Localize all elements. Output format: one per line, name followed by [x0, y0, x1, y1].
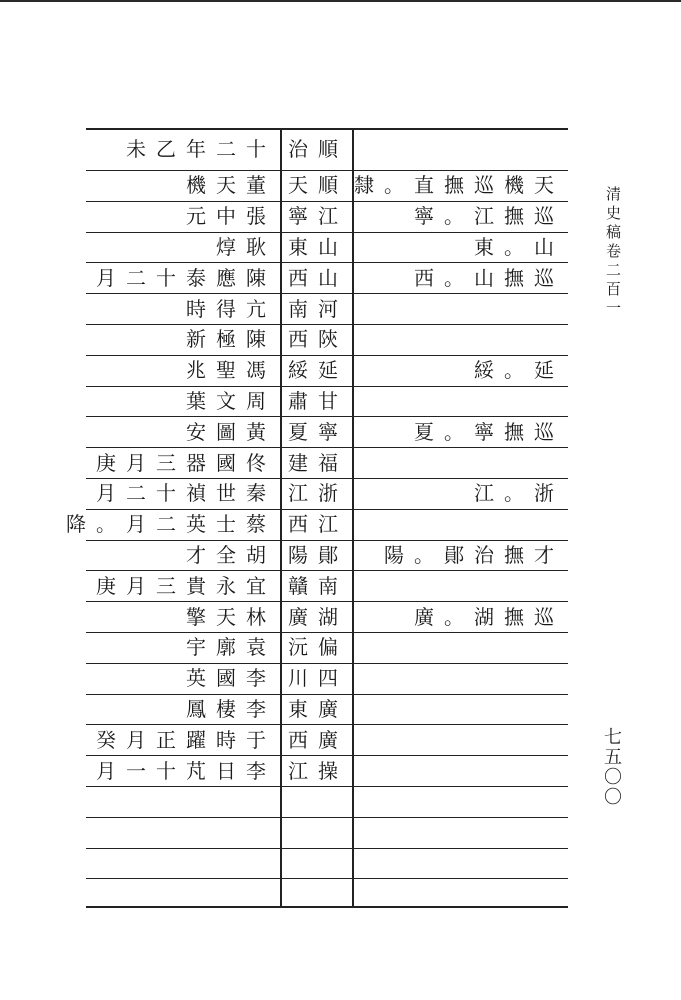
row-divider — [86, 324, 568, 325]
table-cell-c: 西。山撫巡 — [414, 265, 564, 290]
table-cell-a: 元中張 — [186, 204, 276, 229]
table-cell-a: 庚月三貴永宜 — [96, 573, 276, 598]
table-cell-b: 東山 — [288, 235, 348, 259]
table-cell-b: 西陝 — [288, 327, 348, 352]
table-cell-c: 綏。延 — [474, 358, 564, 383]
row-divider — [86, 663, 568, 664]
table-cell-b: 東廣 — [288, 697, 348, 721]
table-cell-a: 月二十禎世秦 — [96, 481, 276, 506]
table-cell-a: 兆聖馮 — [186, 358, 276, 383]
row-divider — [86, 724, 568, 725]
table-cell-b: 夏寧 — [288, 419, 348, 444]
table-cell-b: 江操 — [288, 758, 348, 783]
row-divider — [86, 293, 568, 294]
table-cell-c: 東。山 — [474, 235, 564, 259]
table-cell-b: 西廣 — [288, 727, 348, 752]
table-cell-c: 夏。寧撫巡 — [414, 419, 564, 444]
table-cell-a: 月二十泰應陳 — [96, 265, 276, 290]
table-cell-a: 時得亢 — [186, 296, 276, 321]
table-cell-b: 贛南 — [288, 573, 348, 598]
row-divider — [86, 848, 568, 849]
table-cell-b: 陽鄖 — [288, 543, 348, 567]
row-divider — [86, 755, 568, 756]
row-divider — [86, 262, 568, 263]
row-divider — [86, 570, 568, 571]
row-divider — [86, 201, 568, 202]
table-cell-a: 新極陳 — [186, 327, 276, 352]
table-cell-a: 焞耿 — [216, 235, 276, 259]
table-cell-c: 江。浙 — [474, 481, 564, 506]
table-cell-b: 西江 — [288, 512, 348, 537]
record-table — [66, 128, 568, 908]
table-cell-a: 月一十芃日李 — [96, 758, 276, 783]
volume-title: 清史稿卷二百一 — [604, 186, 622, 319]
table-cell-a: 降。月二英士蔡 — [66, 512, 276, 537]
column-divider-left — [280, 128, 282, 908]
table-cell-a: 癸月正躍時于 — [96, 727, 276, 752]
table-cell-b: 肅甘 — [288, 389, 348, 413]
table-cell-b: 治順 — [288, 137, 348, 161]
row-divider — [86, 632, 568, 633]
row-divider — [86, 386, 568, 387]
row-divider — [86, 478, 568, 479]
table-top-border — [86, 128, 568, 130]
table-cell-c: 隸。直撫巡機天 — [354, 173, 564, 198]
row-divider — [86, 447, 568, 448]
table-cell-c: 寧。江撫巡 — [414, 204, 564, 229]
table-cell-b: 沅偏 — [288, 635, 348, 660]
table-cell-b: 廣湖 — [288, 604, 348, 629]
column-divider-right — [352, 128, 354, 908]
table-cell-b: 南河 — [288, 296, 348, 321]
table-cell-b: 江浙 — [288, 481, 348, 506]
table-cell-b: 天順 — [288, 173, 348, 198]
table-cell-a: 葉文周 — [186, 389, 276, 413]
row-divider — [86, 878, 568, 879]
table-cell-a: 鳳棲李 — [186, 697, 276, 721]
table-cell-a: 安圖黃 — [186, 419, 276, 444]
table-cell-c: 廣。湖撫巡 — [414, 604, 564, 629]
page-top-border — [0, 0, 681, 2]
table-cell-b: 川四 — [288, 666, 348, 691]
row-divider — [86, 170, 568, 171]
table-cell-b: 寧江 — [288, 204, 348, 229]
row-divider — [86, 416, 568, 417]
table-cell-a: 英國李 — [186, 666, 276, 691]
table-cell-b: 西山 — [288, 265, 348, 290]
table-cell-a: 機天董 — [186, 173, 276, 198]
table-cell-b: 綏延 — [288, 358, 348, 383]
row-divider — [86, 694, 568, 695]
row-divider — [86, 786, 568, 787]
table-cell-b: 建福 — [288, 450, 348, 475]
table-cell-c: 陽。鄖治撫才 — [384, 543, 564, 567]
row-divider — [86, 601, 568, 602]
table-cell-a: 未乙年二十 — [126, 137, 276, 161]
table-cell-a: 庚月三器國佟 — [96, 450, 276, 475]
table-cell-a: 才全胡 — [186, 543, 276, 567]
row-divider — [86, 817, 568, 818]
row-divider — [86, 355, 568, 356]
table-cell-a: 宇廓袁 — [186, 635, 276, 660]
page-number: 七五〇〇 — [601, 727, 622, 807]
row-divider — [86, 232, 568, 233]
row-divider — [86, 540, 568, 541]
row-divider — [86, 509, 568, 510]
table-cell-a: 擎天林 — [186, 604, 276, 629]
table-bottom-border — [86, 906, 568, 908]
